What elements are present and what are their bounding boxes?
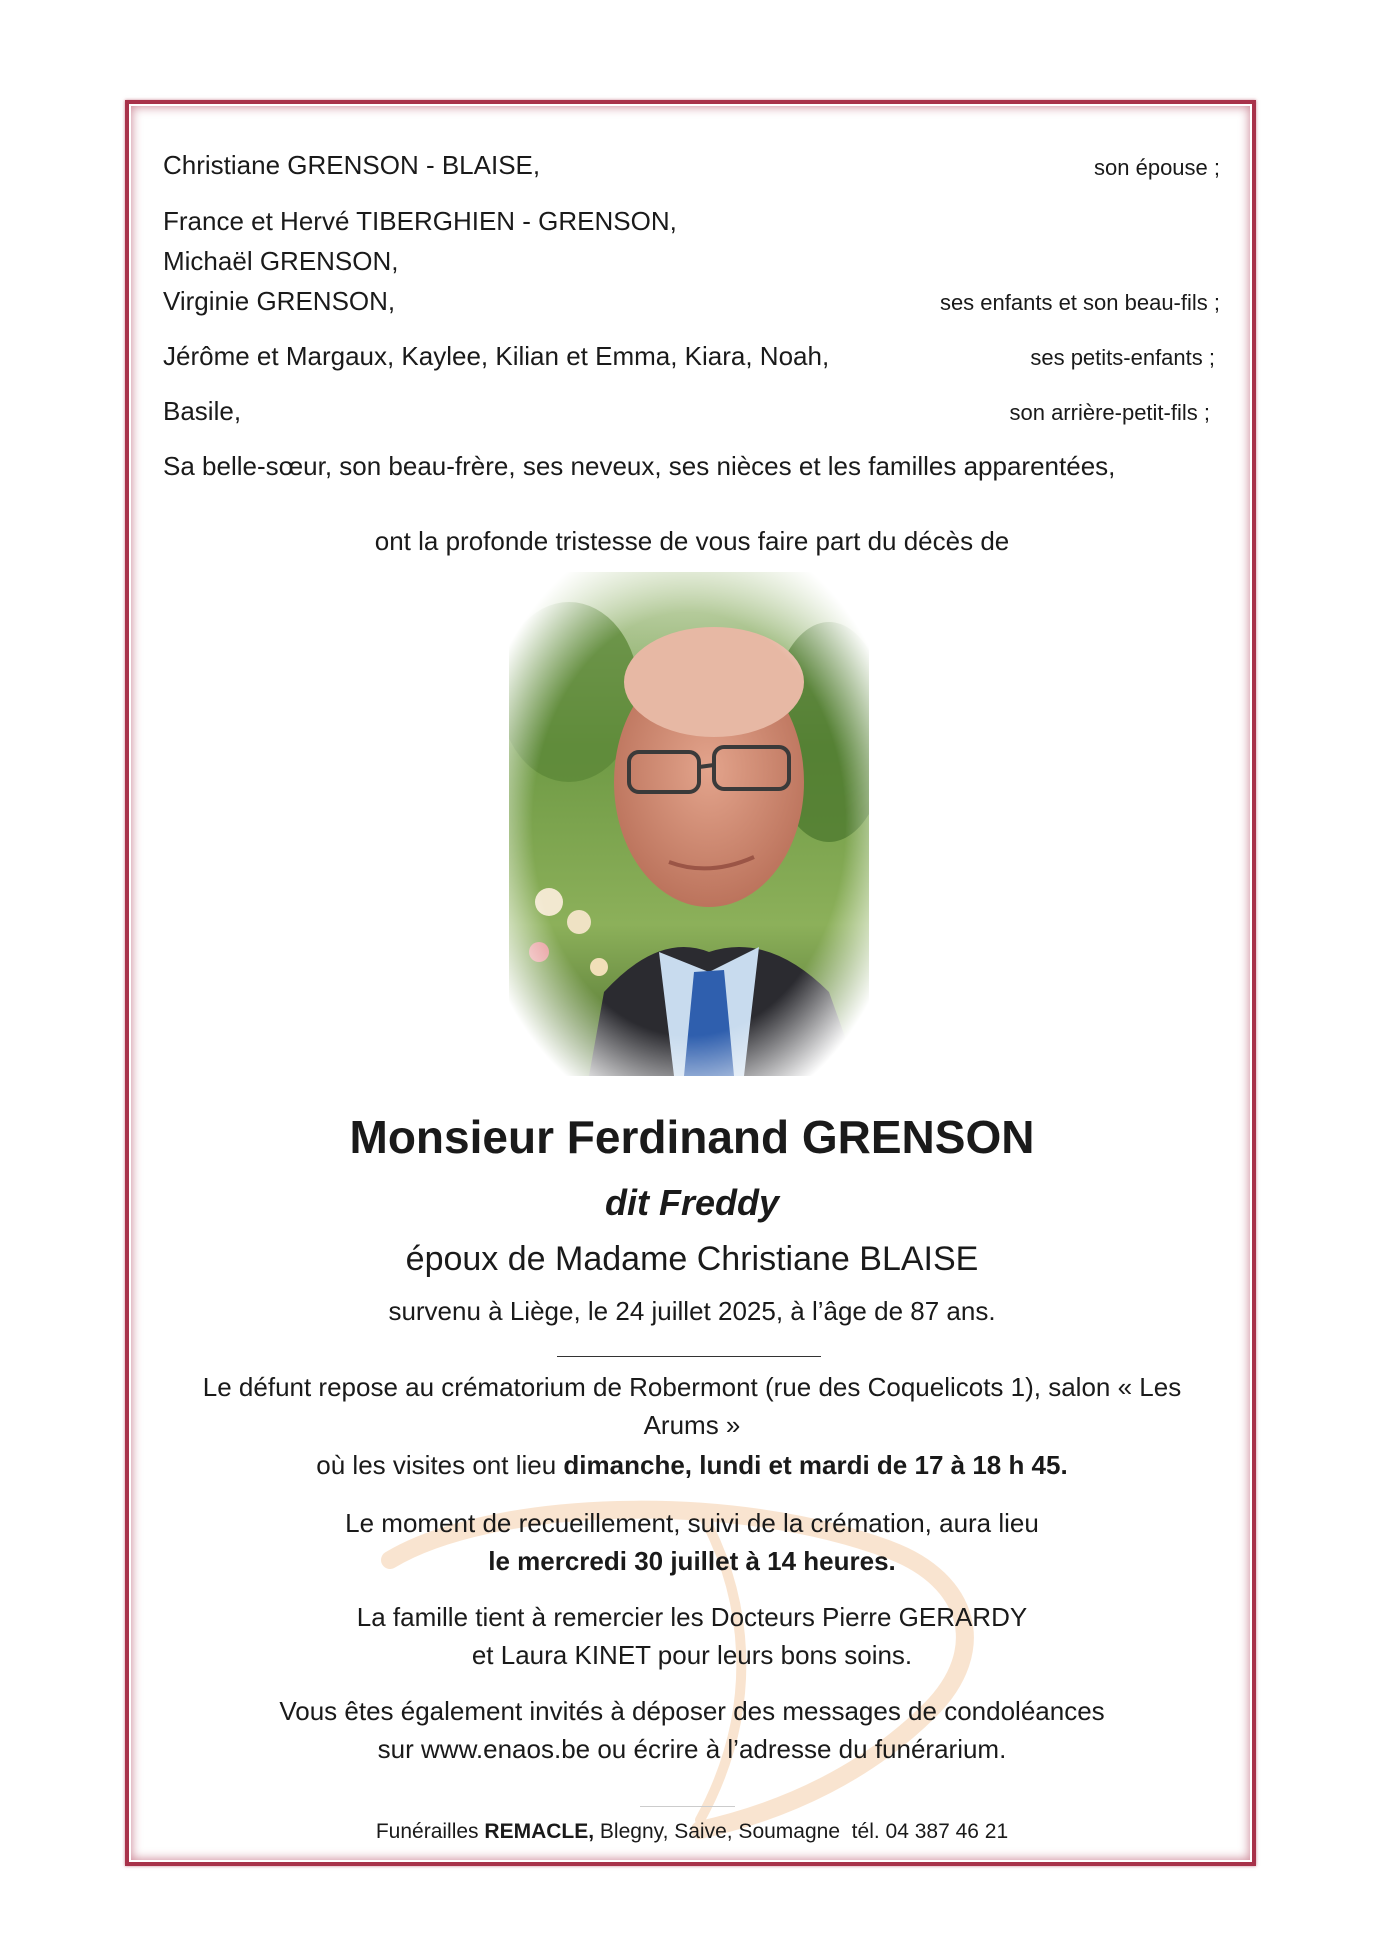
family-line-1: Christiane GRENSON - BLAISE, xyxy=(163,150,541,180)
thanks-line-1: La famille tient à remercier les Docteurs Pierre GERARDY xyxy=(356,1602,1028,1632)
deceased-nickname: dit Freddy xyxy=(604,1182,779,1223)
death-details: survenu à Liège, le 24 juillet 2025, à l’âge de 87 ans. xyxy=(388,1296,996,1326)
deceased-spouse: époux de Madame Christiane BLAISE xyxy=(405,1240,979,1278)
relation-grandchildren: ses petits-enfants ; xyxy=(1030,345,1215,370)
footer-prefix: Funérailles xyxy=(375,1820,485,1843)
family-line-4: Virginie GRENSON, xyxy=(163,286,396,316)
relation-great-grandchild: son arrière-petit-fils ; xyxy=(1009,400,1210,425)
visiting-hours-days: dimanche, lundi et mardi de 17 à 18 h 45. xyxy=(563,1450,1068,1480)
family-line-3: Michaël GRENSON, xyxy=(163,246,399,276)
condolences-line-1: Vous êtes également invités à déposer des messages de condoléances xyxy=(279,1696,1105,1726)
deceased-name: Monsieur Ferdinand GRENSON xyxy=(349,1111,1035,1163)
rest-location-line-2: Arums » xyxy=(643,1410,741,1440)
family-line-2: France et Hervé TIBERGHIEN - GRENSON, xyxy=(163,206,677,236)
family-line-6: Basile, xyxy=(163,396,242,426)
footer-name: REMACLE, xyxy=(484,1820,595,1843)
visiting-hours-prefix: où les visites ont lieu xyxy=(316,1450,564,1480)
footer-funeral-home xyxy=(160,1820,1224,1844)
condolences-line-2: sur www.enaos.be ou écrire à l’adresse du funérarium. xyxy=(377,1734,1007,1764)
family-line-5: Jérôme et Margaux, Kaylee, Kilian et Emma, Kiara, Noah, xyxy=(163,341,830,371)
family-line-7: Sa belle-sœur, son beau-frère, ses neveux, ses nièces et les familles apparentées, xyxy=(163,451,1116,481)
footer-contact: Blegny, Saive, Soumagne tél. 04 387 46 21 xyxy=(594,1820,1009,1843)
announcement-text: ont la profonde tristesse de vous faire part du décès de xyxy=(374,526,1010,556)
rest-location-line-1: Le défunt repose au crématorium de Robermont (rue des Coquelicots 1), salon « Les xyxy=(202,1372,1182,1402)
divider-line xyxy=(557,1356,821,1357)
portrait-photo xyxy=(509,572,869,1076)
relation-spouse: son épouse ; xyxy=(1094,155,1220,180)
ceremony-date-text: le mercredi 30 juillet à 14 heures. xyxy=(488,1546,896,1576)
thanks-line-2: et Laura KINET pour leurs bons soins. xyxy=(471,1640,913,1670)
relation-children: ses enfants et son beau-fils ; xyxy=(939,290,1220,315)
ceremony-line-1: Le moment de recueillement, suivi de la crémation, aura lieu xyxy=(345,1508,1039,1538)
visiting-hours xyxy=(160,1450,1224,1481)
footer-divider xyxy=(640,1806,735,1807)
ceremony-date xyxy=(160,1546,1224,1577)
